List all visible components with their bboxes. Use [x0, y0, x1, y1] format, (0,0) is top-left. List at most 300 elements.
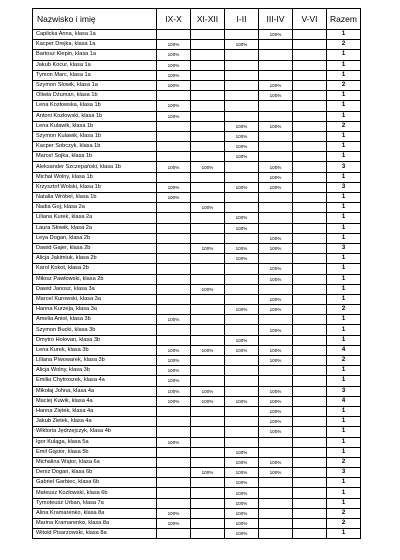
- period-xi-xii-cell: [191, 131, 225, 141]
- period-iii-iv-cell: 100%: [259, 305, 293, 315]
- table-row: [33, 356, 361, 366]
- period-iii-iv-cell: 100%: [259, 162, 293, 172]
- period-xi-xii-cell: 100%: [191, 284, 225, 294]
- student-name-cell: Bartosz Klepin, klasa 1a: [33, 50, 157, 60]
- total-cell: 3: [327, 162, 361, 172]
- table-row: [33, 498, 361, 508]
- period-i-ii-cell: [225, 80, 259, 90]
- student-name-cell: Maciej Kuwik, klasa 4a: [33, 396, 157, 406]
- student-name-cell: Gabriel Garbiec, klasa 6b: [33, 478, 157, 488]
- period-iii-iv-cell: [259, 508, 293, 518]
- student-name-cell: Emilia Chytroszek, klasa 4a: [33, 376, 157, 386]
- period-i-ii-cell: [225, 91, 259, 101]
- period-iii-iv-cell: [259, 529, 293, 539]
- period-xi-xii-cell: [191, 152, 225, 162]
- total-cell: 1: [327, 254, 361, 264]
- period-v-vi-cell: [293, 243, 327, 253]
- table-row: [33, 172, 361, 182]
- period-i-ii-cell: 100%: [225, 335, 259, 345]
- period-v-vi-cell: [293, 60, 327, 70]
- total-cell: 1: [327, 366, 361, 376]
- period-v-vi-cell: [293, 417, 327, 427]
- table-row: [33, 203, 361, 213]
- period-xi-xii-cell: [191, 366, 225, 376]
- period-ix-x-cell: [157, 488, 191, 498]
- table-row: [33, 488, 361, 498]
- period-i-ii-cell: 100%: [225, 457, 259, 467]
- period-v-vi-cell: [293, 80, 327, 90]
- period-ix-x-cell: [157, 325, 191, 335]
- period-v-vi-cell: [293, 162, 327, 172]
- period-i-ii-cell: 100%: [225, 478, 259, 488]
- period-v-vi-cell: [293, 406, 327, 416]
- period-ix-x-cell: [157, 457, 191, 467]
- header-name: Nazwisko i imię: [33, 9, 157, 30]
- period-xi-xii-cell: [191, 70, 225, 80]
- period-iii-iv-cell: [259, 131, 293, 141]
- period-v-vi-cell: [293, 386, 327, 396]
- period-iii-iv-cell: [259, 40, 293, 50]
- period-i-ii-cell: 100%: [225, 243, 259, 253]
- table-row: [33, 152, 361, 162]
- period-ix-x-cell: 100%: [157, 356, 191, 366]
- period-iii-iv-cell: [259, 152, 293, 162]
- period-ix-x-cell: 100%: [157, 182, 191, 192]
- period-ix-x-cell: [157, 142, 191, 152]
- header-period-iii-iv: III-IV: [259, 9, 293, 30]
- period-v-vi-cell: [293, 131, 327, 141]
- table-row: [33, 529, 361, 539]
- period-xi-xii-cell: 100%: [191, 345, 225, 355]
- period-v-vi-cell: [293, 193, 327, 203]
- period-xi-xii-cell: [191, 50, 225, 60]
- period-ix-x-cell: [157, 478, 191, 488]
- student-name-cell: Szymon Słowik, klasa 1a: [33, 80, 157, 90]
- period-xi-xii-cell: 100%: [191, 468, 225, 478]
- period-v-vi-cell: [293, 356, 327, 366]
- period-iii-iv-cell: [259, 376, 293, 386]
- table-row: [33, 519, 361, 529]
- period-xi-xii-cell: [191, 498, 225, 508]
- total-cell: 1: [327, 101, 361, 111]
- table-row: [33, 274, 361, 284]
- period-i-ii-cell: [225, 325, 259, 335]
- period-xi-xii-cell: [191, 294, 225, 304]
- total-cell: 1: [327, 223, 361, 233]
- period-ix-x-cell: [157, 152, 191, 162]
- total-cell: 4: [327, 396, 361, 406]
- period-iii-iv-cell: [259, 437, 293, 447]
- table-row: [33, 50, 361, 60]
- period-ix-x-cell: [157, 447, 191, 457]
- period-i-ii-cell: 100%: [225, 488, 259, 498]
- table-row: [33, 335, 361, 345]
- period-xi-xii-cell: [191, 223, 225, 233]
- total-cell: 1: [327, 529, 361, 539]
- table-row: [33, 243, 361, 253]
- table-row: [33, 468, 361, 478]
- period-v-vi-cell: [293, 427, 327, 437]
- period-v-vi-cell: [293, 91, 327, 101]
- period-ix-x-cell: [157, 254, 191, 264]
- total-cell: 2: [327, 80, 361, 90]
- period-iii-iv-cell: [259, 335, 293, 345]
- period-ix-x-cell: 100%: [157, 396, 191, 406]
- total-cell: 2: [327, 519, 361, 529]
- student-name-cell: Antoni Kozłowski, klasa 1b: [33, 111, 157, 121]
- period-v-vi-cell: [293, 121, 327, 131]
- total-cell: 1: [327, 335, 361, 345]
- period-xi-xii-cell: [191, 478, 225, 488]
- period-iii-iv-cell: [259, 101, 293, 111]
- period-ix-x-cell: 100%: [157, 50, 191, 60]
- period-v-vi-cell: [293, 396, 327, 406]
- table-row: [33, 457, 361, 467]
- period-i-ii-cell: 100%: [225, 468, 259, 478]
- period-v-vi-cell: [293, 437, 327, 447]
- period-ix-x-cell: [157, 406, 191, 416]
- period-i-ii-cell: 100%: [225, 305, 259, 315]
- period-xi-xii-cell: 100%: [191, 162, 225, 172]
- student-name-cell: Aleksander Szczepański, klasa 1b: [33, 162, 157, 172]
- table-row: [33, 305, 361, 315]
- period-v-vi-cell: [293, 254, 327, 264]
- table-row: [33, 325, 361, 335]
- period-v-vi-cell: [293, 30, 327, 40]
- table-row: [33, 294, 361, 304]
- period-iii-iv-cell: 100%: [259, 356, 293, 366]
- period-i-ii-cell: 100%: [225, 40, 259, 50]
- period-iii-iv-cell: [259, 284, 293, 294]
- total-cell: 3: [327, 182, 361, 192]
- student-name-cell: Hanna Kurzeja, klasa 3a: [33, 305, 157, 315]
- student-name-cell: Oliwia Dżuman, klasa 1b: [33, 91, 157, 101]
- period-iii-iv-cell: 100%: [259, 386, 293, 396]
- student-name-cell: Natalia Wróbel, klasa 1b: [33, 193, 157, 203]
- period-v-vi-cell: [293, 294, 327, 304]
- period-iii-iv-cell: [259, 193, 293, 203]
- student-name-cell: Dmytro Holovan, klasa 3b: [33, 335, 157, 345]
- total-cell: 2: [327, 457, 361, 467]
- student-name-cell: Mikołaj Johna, klasa 4a: [33, 386, 157, 396]
- period-ix-x-cell: 100%: [157, 437, 191, 447]
- period-iii-iv-cell: 100%: [259, 264, 293, 274]
- period-i-ii-cell: 100%: [225, 447, 259, 457]
- period-ix-x-cell: [157, 172, 191, 182]
- period-i-ii-cell: [225, 427, 259, 437]
- total-cell: 2: [327, 121, 361, 131]
- period-xi-xii-cell: [191, 447, 225, 457]
- total-cell: 1: [327, 325, 361, 335]
- period-v-vi-cell: [293, 305, 327, 315]
- period-xi-xii-cell: 100%: [191, 396, 225, 406]
- period-iii-iv-cell: 100%: [259, 468, 293, 478]
- period-iii-iv-cell: [259, 50, 293, 60]
- period-iii-iv-cell: 100%: [259, 325, 293, 335]
- results-table: [32, 8, 361, 539]
- period-i-ii-cell: 100%: [225, 254, 259, 264]
- period-i-ii-cell: [225, 70, 259, 80]
- table-row: [33, 264, 361, 274]
- period-i-ii-cell: [225, 162, 259, 172]
- table-row: [33, 182, 361, 192]
- total-cell: 1: [327, 203, 361, 213]
- student-name-cell: Witold Pisarzowski, klasa 8a: [33, 529, 157, 539]
- period-i-ii-cell: [225, 294, 259, 304]
- total-cell: 1: [327, 417, 361, 427]
- student-name-cell: Igor Kuląga, klasa 5a: [33, 437, 157, 447]
- period-i-ii-cell: [225, 203, 259, 213]
- student-name-cell: Jakub Kocur, klasa 1a: [33, 60, 157, 70]
- period-xi-xii-cell: 100%: [191, 203, 225, 213]
- period-xi-xii-cell: [191, 40, 225, 50]
- table-row: [33, 284, 361, 294]
- period-i-ii-cell: [225, 315, 259, 325]
- period-ix-x-cell: 100%: [157, 60, 191, 70]
- period-i-ii-cell: 100%: [225, 508, 259, 518]
- period-iii-iv-cell: [259, 447, 293, 457]
- total-cell: 1: [327, 193, 361, 203]
- period-ix-x-cell: [157, 243, 191, 253]
- table-row: [33, 40, 361, 50]
- period-xi-xii-cell: [191, 233, 225, 243]
- period-iii-iv-cell: 100%: [259, 121, 293, 131]
- period-v-vi-cell: [293, 315, 327, 325]
- period-ix-x-cell: [157, 284, 191, 294]
- period-v-vi-cell: [293, 111, 327, 121]
- period-v-vi-cell: [293, 182, 327, 192]
- period-ix-x-cell: 100%: [157, 193, 191, 203]
- period-xi-xii-cell: [191, 417, 225, 427]
- period-v-vi-cell: [293, 508, 327, 518]
- table-row: [33, 376, 361, 386]
- table-row: [33, 345, 361, 355]
- table-row: [33, 142, 361, 152]
- period-i-ii-cell: 100%: [225, 152, 259, 162]
- student-name-cell: Hanna Ziętek, klasa 4a: [33, 406, 157, 416]
- table-row: [33, 101, 361, 111]
- student-name-cell: Leya Dogan, klasa 2b: [33, 233, 157, 243]
- student-name-cell: Karol Kokot, klasa 2b: [33, 264, 157, 274]
- period-i-ii-cell: [225, 264, 259, 274]
- period-ix-x-cell: 100%: [157, 386, 191, 396]
- student-name-cell: Lena Kulawik, klasa 1b: [33, 121, 157, 131]
- period-i-ii-cell: [225, 101, 259, 111]
- period-xi-xii-cell: [191, 30, 225, 40]
- header-period-xi-xii: XI-XII: [191, 9, 225, 30]
- student-name-cell: Krzysztof Wolski, klasa 1b: [33, 182, 157, 192]
- period-xi-xii-cell: [191, 80, 225, 90]
- student-name-cell: Wiktoria Jędrzejczyk, klasa 4b: [33, 427, 157, 437]
- student-name-cell: Emil Gąsior, klasa 5b: [33, 447, 157, 457]
- period-v-vi-cell: [293, 101, 327, 111]
- period-v-vi-cell: [293, 152, 327, 162]
- period-xi-xii-cell: [191, 376, 225, 386]
- period-i-ii-cell: [225, 356, 259, 366]
- table-row: [33, 315, 361, 325]
- period-ix-x-cell: [157, 233, 191, 243]
- period-i-ii-cell: 100%: [225, 182, 259, 192]
- period-ix-x-cell: [157, 274, 191, 284]
- total-cell: 3: [327, 243, 361, 253]
- table-row: [33, 213, 361, 223]
- period-xi-xii-cell: [191, 60, 225, 70]
- period-iii-iv-cell: 100%: [259, 427, 293, 437]
- student-name-cell: Dawid Gajer, klasa 2b: [33, 243, 157, 253]
- period-i-ii-cell: 100%: [225, 396, 259, 406]
- table-row: [33, 478, 361, 488]
- period-v-vi-cell: [293, 376, 327, 386]
- student-name-cell: Deniz Dogan, klasa 6b: [33, 468, 157, 478]
- period-i-ii-cell: 100%: [225, 121, 259, 131]
- period-i-ii-cell: [225, 274, 259, 284]
- period-v-vi-cell: [293, 70, 327, 80]
- table-row: [33, 508, 361, 518]
- period-i-ii-cell: 100%: [225, 345, 259, 355]
- period-i-ii-cell: [225, 233, 259, 243]
- period-xi-xii-cell: [191, 488, 225, 498]
- student-name-cell: Dawid Janosz, klasa 3a: [33, 284, 157, 294]
- total-cell: 1: [327, 60, 361, 70]
- total-cell: 1: [327, 274, 361, 284]
- period-ix-x-cell: [157, 305, 191, 315]
- period-iii-iv-cell: [259, 519, 293, 529]
- period-i-ii-cell: 100%: [225, 142, 259, 152]
- total-cell: 1: [327, 213, 361, 223]
- period-xi-xii-cell: [191, 529, 225, 539]
- period-iii-iv-cell: [259, 254, 293, 264]
- period-i-ii-cell: 100%: [225, 131, 259, 141]
- table-row: [33, 60, 361, 70]
- student-name-cell: Liliana Kurek, klasa 2a: [33, 213, 157, 223]
- total-cell: 1: [327, 488, 361, 498]
- period-ix-x-cell: [157, 131, 191, 141]
- period-ix-x-cell: [157, 264, 191, 274]
- period-v-vi-cell: [293, 284, 327, 294]
- total-cell: 1: [327, 91, 361, 101]
- period-v-vi-cell: [293, 50, 327, 60]
- period-ix-x-cell: 100%: [157, 80, 191, 90]
- period-v-vi-cell: [293, 172, 327, 182]
- period-xi-xii-cell: [191, 264, 225, 274]
- period-iii-iv-cell: 100%: [259, 406, 293, 416]
- student-name-cell: Tymoteusz Urban, klasa 7a: [33, 498, 157, 508]
- period-v-vi-cell: [293, 498, 327, 508]
- period-ix-x-cell: 100%: [157, 345, 191, 355]
- total-cell: 1: [327, 498, 361, 508]
- table-row: [33, 406, 361, 416]
- period-i-ii-cell: [225, 437, 259, 447]
- period-i-ii-cell: [225, 376, 259, 386]
- period-xi-xii-cell: [191, 356, 225, 366]
- table-row: [33, 111, 361, 121]
- student-name-cell: Alina Kramarenko, klasa 8a: [33, 508, 157, 518]
- total-cell: 1: [327, 284, 361, 294]
- period-xi-xii-cell: [191, 427, 225, 437]
- student-name-cell: Szymon Bucki, klasa 3b: [33, 325, 157, 335]
- total-cell: 1: [327, 111, 361, 121]
- student-name-cell: Szymon Kulawik, klasa 1b: [33, 131, 157, 141]
- period-ix-x-cell: [157, 121, 191, 131]
- period-xi-xii-cell: [191, 325, 225, 335]
- period-iii-iv-cell: [259, 223, 293, 233]
- period-i-ii-cell: [225, 30, 259, 40]
- period-iii-iv-cell: 100%: [259, 233, 293, 243]
- student-name-cell: Tymon Marc, klasa 1a: [33, 70, 157, 80]
- period-ix-x-cell: 100%: [157, 376, 191, 386]
- total-cell: 2: [327, 508, 361, 518]
- period-iii-iv-cell: [259, 315, 293, 325]
- period-ix-x-cell: [157, 529, 191, 539]
- table-row: [33, 437, 361, 447]
- table-row: [33, 131, 361, 141]
- period-i-ii-cell: 100%: [225, 213, 259, 223]
- period-i-ii-cell: [225, 284, 259, 294]
- period-xi-xii-cell: [191, 335, 225, 345]
- student-name-cell: Kacper Sobczyk, klasa 1b: [33, 142, 157, 152]
- period-iii-iv-cell: [259, 478, 293, 488]
- total-cell: 2: [327, 40, 361, 50]
- period-iii-iv-cell: 100%: [259, 243, 293, 253]
- period-xi-xii-cell: [191, 305, 225, 315]
- student-name-cell: Alicja Jakimiuk, klasa 2b: [33, 254, 157, 264]
- period-v-vi-cell: [293, 325, 327, 335]
- period-xi-xii-cell: [191, 213, 225, 223]
- period-iii-iv-cell: [259, 488, 293, 498]
- period-v-vi-cell: [293, 264, 327, 274]
- period-iii-iv-cell: 100%: [259, 294, 293, 304]
- student-name-cell: Nadia Goj, klasa 2a: [33, 203, 157, 213]
- period-i-ii-cell: [225, 111, 259, 121]
- period-iii-iv-cell: 100%: [259, 396, 293, 406]
- student-name-cell: Miłosz Pawłowski, klasa 2b: [33, 274, 157, 284]
- table-row: [33, 386, 361, 396]
- total-cell: 1: [327, 233, 361, 243]
- period-xi-xii-cell: [191, 193, 225, 203]
- total-cell: 4: [327, 345, 361, 355]
- student-name-cell: Caplicka Anna, klasa 1a: [33, 30, 157, 40]
- period-i-ii-cell: [225, 366, 259, 376]
- period-xi-xii-cell: [191, 508, 225, 518]
- total-cell: 1: [327, 376, 361, 386]
- total-cell: 1: [327, 131, 361, 141]
- total-cell: 2: [327, 305, 361, 315]
- period-iii-iv-cell: [259, 213, 293, 223]
- period-xi-xii-cell: [191, 91, 225, 101]
- student-name-cell: Liliana Piwowarek, klasa 3b: [33, 356, 157, 366]
- total-cell: 1: [327, 264, 361, 274]
- period-v-vi-cell: [293, 366, 327, 376]
- period-iii-iv-cell: [259, 142, 293, 152]
- period-v-vi-cell: [293, 468, 327, 478]
- period-xi-xii-cell: [191, 101, 225, 111]
- total-cell: 3: [327, 386, 361, 396]
- period-xi-xii-cell: 100%: [191, 243, 225, 253]
- period-v-vi-cell: [293, 223, 327, 233]
- period-v-vi-cell: [293, 233, 327, 243]
- period-i-ii-cell: [225, 50, 259, 60]
- period-xi-xii-cell: [191, 111, 225, 121]
- student-name-cell: Marina Kramarenko, klasa 8a: [33, 519, 157, 529]
- period-xi-xii-cell: [191, 437, 225, 447]
- period-ix-x-cell: 100%: [157, 40, 191, 50]
- total-cell: 1: [327, 172, 361, 182]
- total-cell: 1: [327, 70, 361, 80]
- period-v-vi-cell: [293, 40, 327, 50]
- table-row: [33, 223, 361, 233]
- header-period-i-ii: I-II: [225, 9, 259, 30]
- period-iii-iv-cell: [259, 366, 293, 376]
